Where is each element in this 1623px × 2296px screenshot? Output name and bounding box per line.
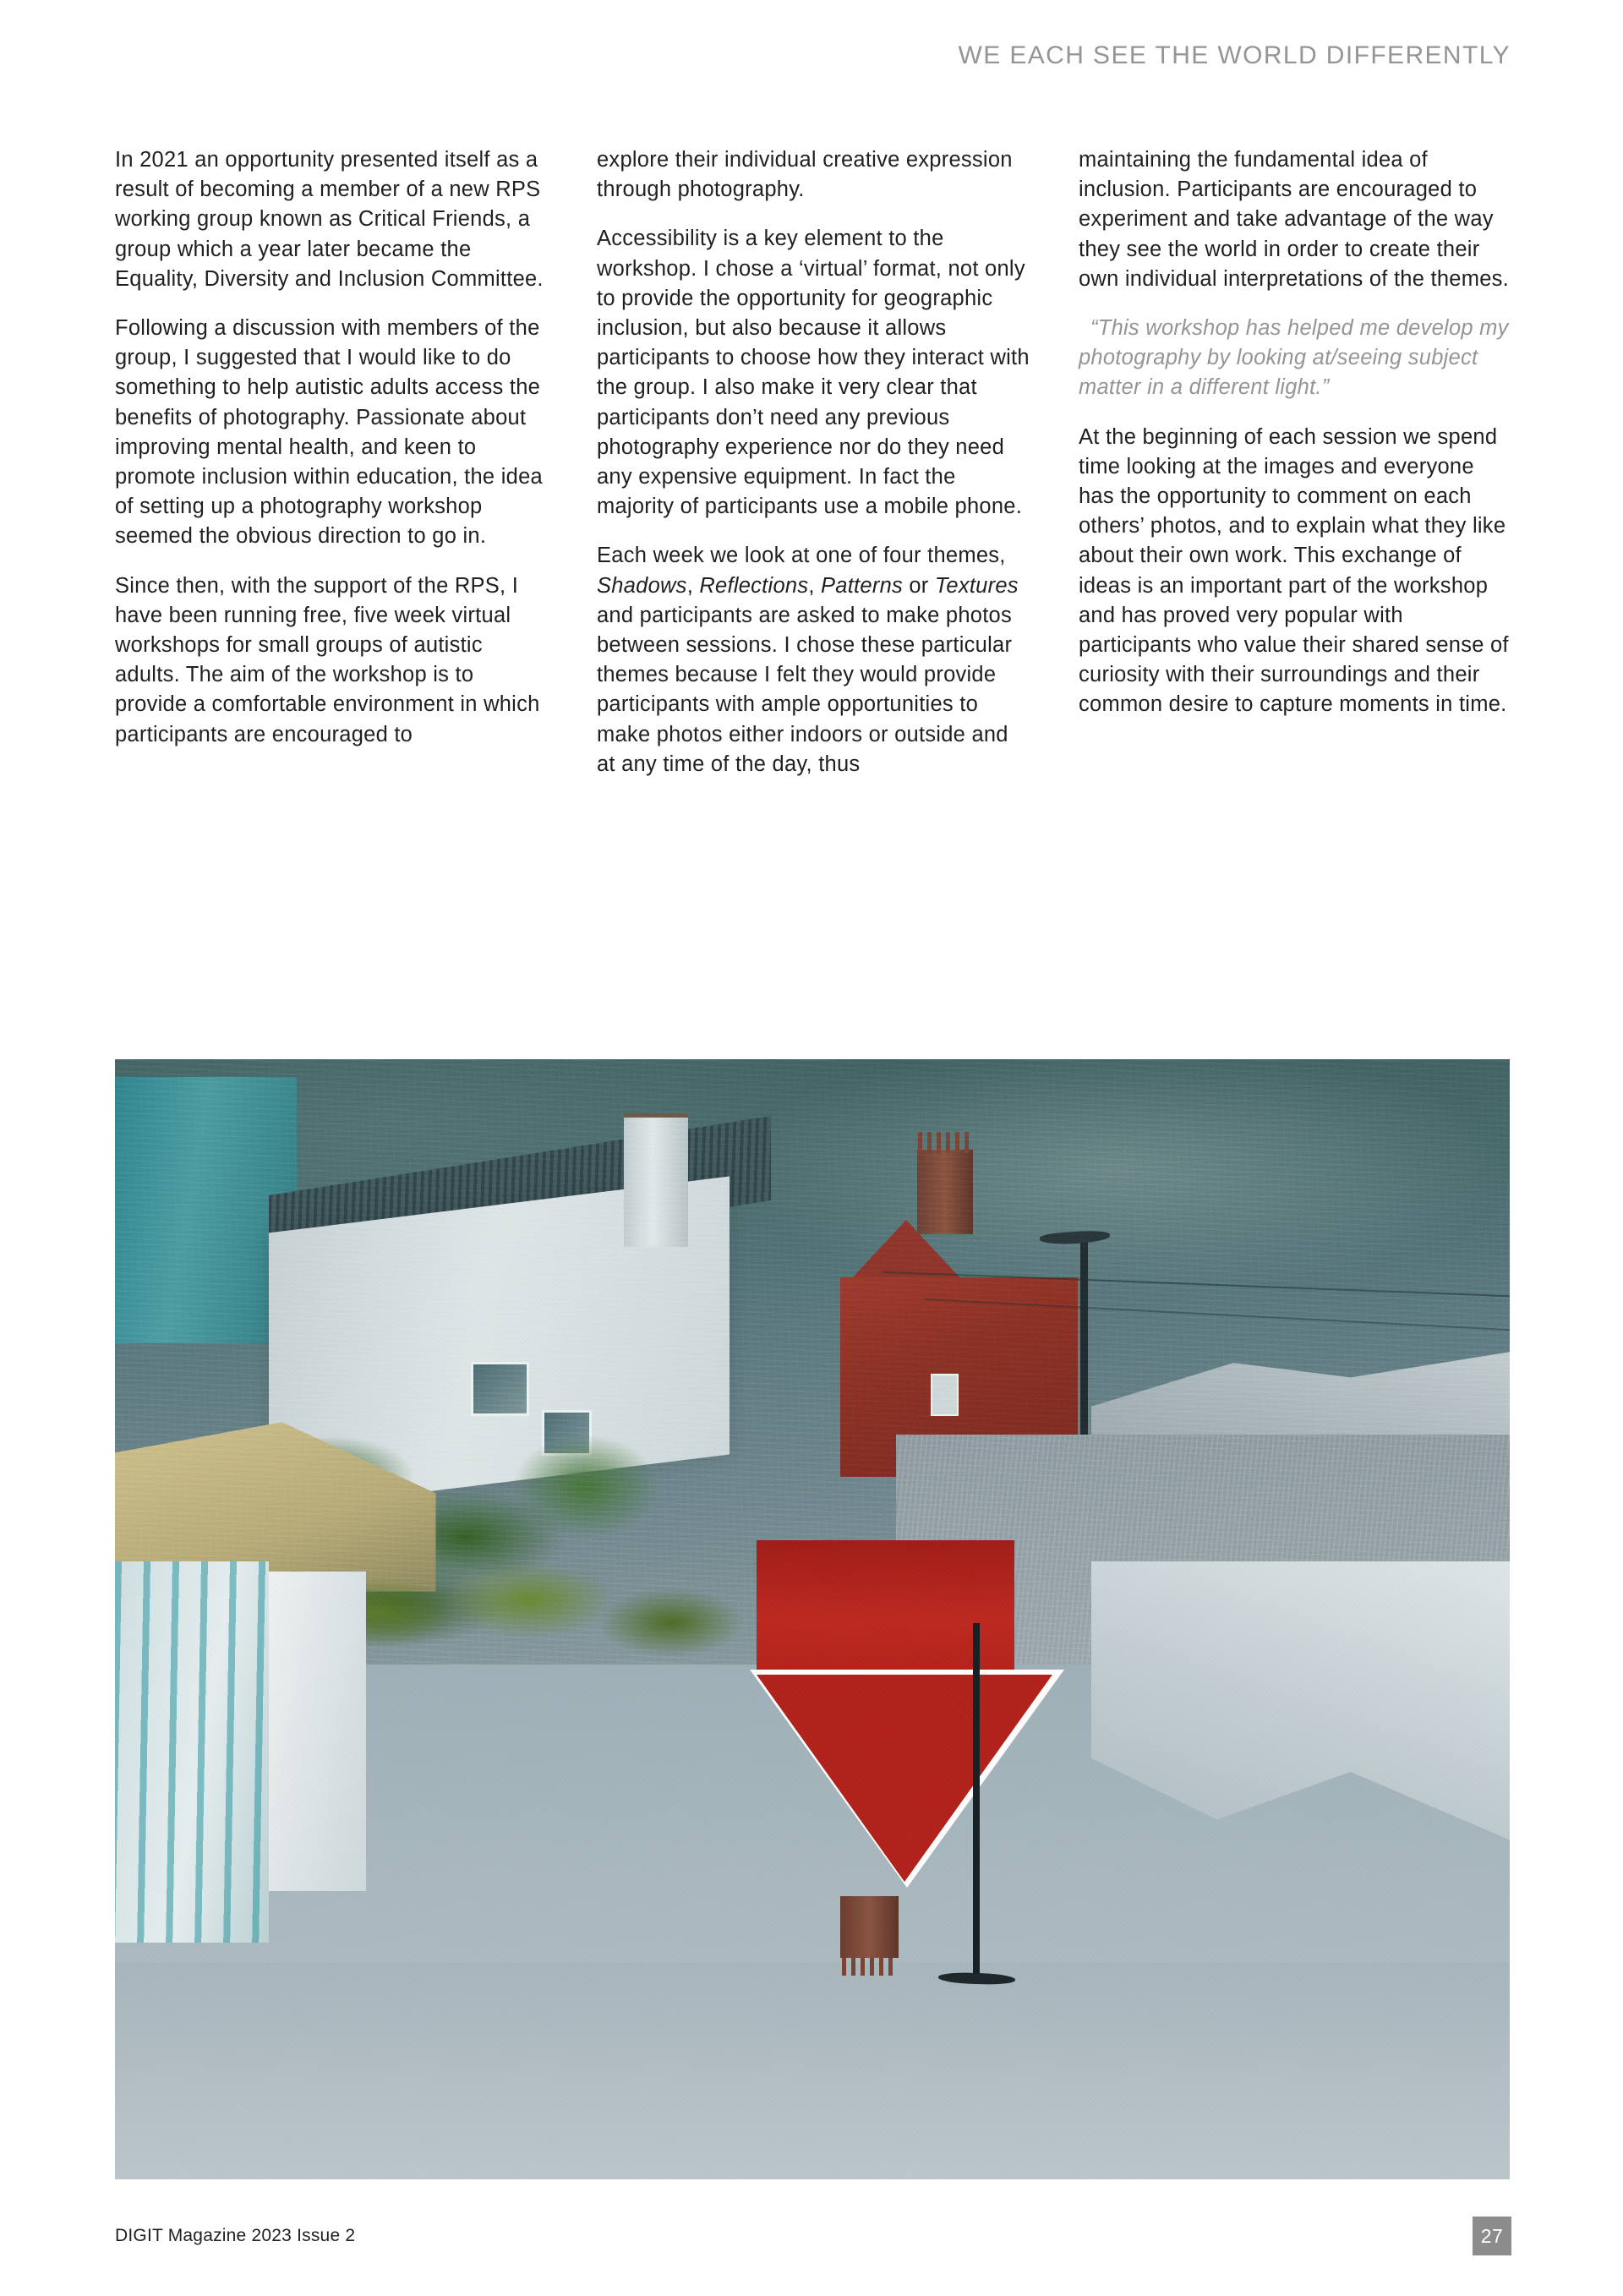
page-title: WE EACH SEE THE WORLD DIFFERENTLY [958, 41, 1511, 69]
article-photograph [115, 1059, 1510, 2179]
photo-canvas [115, 1059, 1510, 2179]
photo-red-gable-lower [757, 1675, 1052, 1882]
photo-chimney-upper [624, 1113, 688, 1246]
photo-lower-reflection [115, 1665, 1510, 2180]
page-footer [115, 2217, 1511, 2255]
paragraph: maintaining the fundamental idea of inclusion. Participants are encouraged to experiment and take advantage of the way they see the world in order to create their own individual interpretations of the themes. [1079, 148, 1510, 291]
themes-separator: , [686, 573, 700, 598]
photo-ground-lower [115, 1963, 1510, 2179]
paragraph: explore their individual creative expression through photography. [597, 148, 1013, 202]
photo-chimney-pots-upper [918, 1132, 971, 1153]
paragraph: Since then, with the support of the RPS, I have been running free, five week virtual workshops for small groups of autistic adults. The aim of the workshop is to provide a comfortable environment in which participants are encouraged to [115, 573, 540, 746]
photo-terrace-lower [1091, 1561, 1510, 1901]
article-column-1 [115, 145, 548, 779]
paragraph: In 2021 an opportunity presented itself as a result of becoming a member of a new RPS working group known as Critical Friends, a group which a year later became the Equality, Diversity and Inclusion Committee. [115, 148, 544, 291]
photo-street-lamp-post-lower [973, 1623, 980, 1984]
photo-street-lamp-post-upper [1080, 1241, 1088, 1446]
theme-textures: Textures [934, 573, 1019, 598]
page-number-badge: 27 [1473, 2217, 1511, 2255]
footer-credit: DIGIT Magazine 2023 Issue 2 [115, 2226, 356, 2245]
photo-brick-chimney-upper [917, 1150, 973, 1234]
paragraph: Accessibility is a key element to the workshop. I chose a ‘virtual’ format, not only to provide the opportunity for geographic inclusion, but also because it allows participants to choose how they interact with the group. I also make it very clear that participants don’t need any previous photography experience nor do they need any expensive equipment. In fact the majority of participants use a mobile phone. [597, 227, 1030, 519]
themes-separator: or [903, 573, 935, 598]
theme-shadows: Shadows [597, 573, 687, 598]
paragraph-themes [597, 541, 1030, 779]
article-column-2 [597, 145, 1030, 779]
photo-chimney-pots-lower [842, 1958, 898, 1976]
paragraph: Following a discussion with members of the group, I suggested that I would like to do something to help autistic adults access the benefits of photography. Passionate about improving mental health, and keen to promote inclusion within education, the idea of setting up a photography workshop seemed the obvious direction to go in. [115, 316, 543, 549]
photo-blue-building-lower [115, 1561, 269, 1943]
page-header [0, 0, 1623, 112]
theme-reflections: Reflections [699, 573, 809, 598]
photo-red-house-window-upper [931, 1374, 959, 1416]
photo-street-lamp-head-upper [1040, 1230, 1110, 1245]
paragraph: At the beginning of each session we spend time looking at the images and everyone has the opportunity to comment on each others’ photos, and to explain what they like about their own work. This exchange of ideas is an important part of the workshop and has proved very popular with participants who value their shared sense of curiosity with their surroundings and their common desire to capture moments in time. [1079, 424, 1509, 717]
article-column-3 [1079, 145, 1511, 779]
themes-text-before: Each week we look at one of four themes, [597, 544, 1006, 568]
photo-brick-chimney-lower [840, 1896, 899, 1958]
pull-quote: “This workshop has helped me develop my photography by looking at/seeing subject matter in a different light.” [1079, 316, 1509, 400]
themes-separator: , [808, 573, 822, 598]
article-body [115, 145, 1511, 779]
theme-patterns: Patterns [821, 573, 904, 598]
themes-text-after: and participants are asked to make photos between sessions. I chose these particular themes because I felt they would provide participants with ample opportunities to make photos either indoors or outside and at any time of the day, thus [597, 603, 1013, 776]
